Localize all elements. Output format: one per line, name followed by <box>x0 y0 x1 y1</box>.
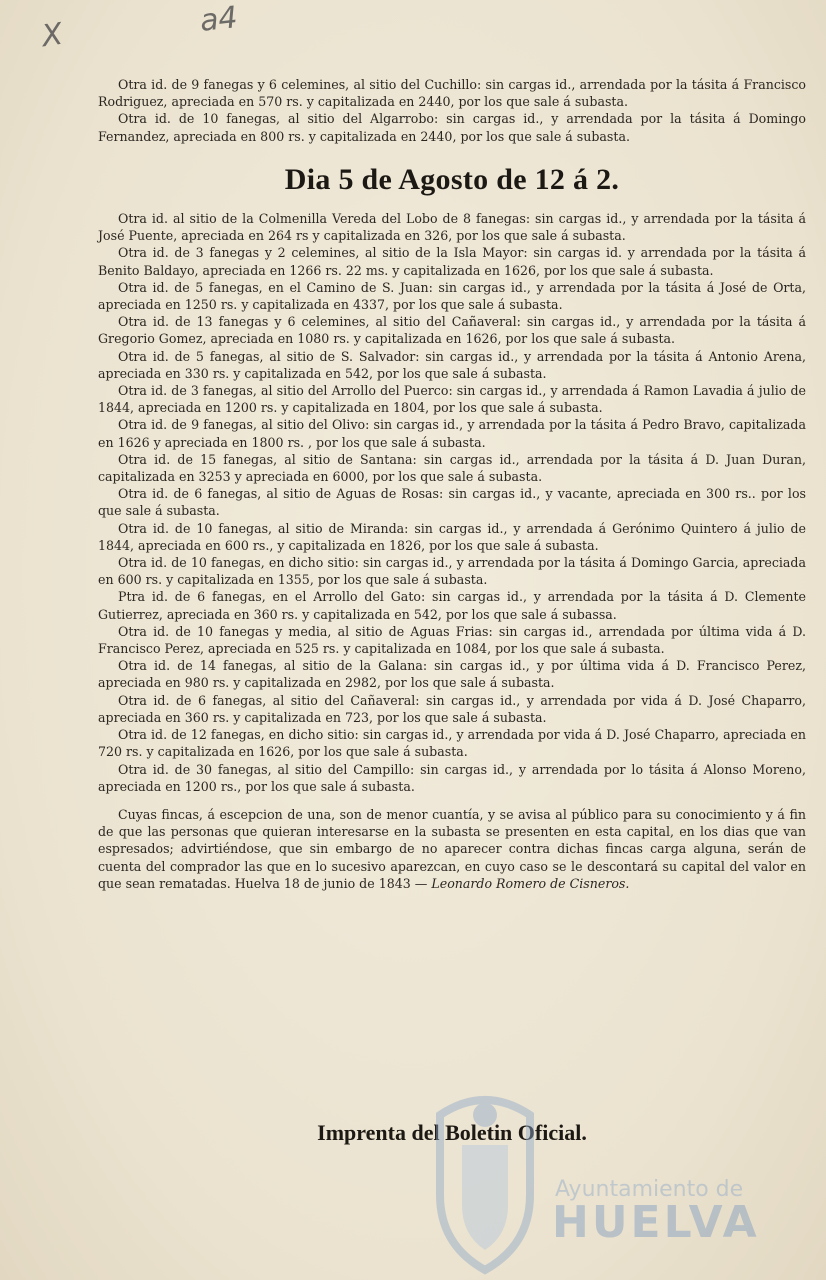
handwritten-mark-x: X <box>39 16 65 55</box>
list-item: Otra id. de 5 fanegas, en el Camino de S. Juan: sin cargas id., y arrendada por la tásita á José de Orta, apreciada en 1250 rs. y capitalizada en 4337, por los que sale á subasta. <box>98 279 806 313</box>
list-item: Otra id. de 14 fanegas, al sitio de la Galana: sin cargas id., y por última vida á D. Francisco Perez, apreciada en 980 rs. y capitalizada en 2982, por los que sale á subasta. <box>98 658 806 691</box>
list-item: Otra id. de 10 fanegas, al sitio de Miranda: sin cargas id., y arrendada á Gerónimo Quintero á julio de 1844, apreciada en 600 rs., y capitalizada en 1826, por los que sale á subasta. <box>98 520 806 553</box>
section-heading: Dia 5 de Agosto de 12 á 2. <box>284 163 620 196</box>
list-item: Otra id. de 10 fanegas y media, al sitio de Aguas Frias: sin cargas id., arrendada por última vida á D. Francisco Perez, apreciada en 525 rs. y capitalizada en 1084, por los que sale á subasta. <box>98 623 806 657</box>
list-item: Otra id. de 6 fanegas, al sitio del Cañaveral: sin cargas id., y arrendada por vida á D. José Chaparro, apreciada en 360 rs. y capitalizada en 723, por los que sale á subasta. <box>98 692 806 725</box>
list-item: Otra id. de 10 fanegas, en dicho sitio: sin cargas id., y arrendada por la tásita á Domingo Garcia, apreciada en 600 rs. y capitalizada en 1355, por los que sale á subasta. <box>98 555 806 588</box>
list-item: Otra id. de 3 fanegas y 2 celemines, al sitio de la Isla Mayor: sin cargas id. y arrendada por la tásita á Benito Baldayo, apreciada en 1266 rs. 22 ms. y capitalizada en 1626, por los que sale á subasta. <box>98 245 806 278</box>
watermark-line2: HUELVA <box>552 1197 760 1248</box>
watermark <box>420 1085 820 1275</box>
list-item: Ptra id. de 6 fanegas, en el Arrollo del Gato: sin cargas id., y arrendada por la tásita á D. Clemente Gutierrez, apreciada en 360 rs. y capitalizada en 542, por los que sale á subassa. <box>98 589 806 622</box>
paragraph: Otra id. de 10 fanegas, al sitio del Algarrobo: sin cargas id., y arrendada por la tásita á Domingo Fernandez, apreciada en 800 rs. y capitalizada en 2440, por los que sale á subasta. <box>98 111 806 144</box>
closing-paragraph <box>98 806 806 892</box>
top-paragraphs <box>98 76 806 145</box>
list-item: Otra id. de 9 fanegas, al sitio del Olivo: sin cargas id., y arrendada por la tásita á Pedro Bravo, capitalizada en 1626 y apreciada en 1800 rs. , por los que sale á subasta. <box>98 417 806 450</box>
closing-notice <box>98 806 806 892</box>
list-item: Otra id. de 5 fanegas, al sitio de S. Salvador: sin cargas id., y arrendada por la tásita á Antonio Arena, apreciada en 330 rs. y capitalizada en 542, por los que sale á subasta. <box>98 348 806 381</box>
paragraph: Otra id. de 9 fanegas y 6 celemines, al sitio del Cuchillo: sin cargas id., arrendada por la tásita á Francisco Rodriguez, apreciada en 570 rs. y capitalizada en 2440, por los que sale á subasta. <box>98 77 806 110</box>
list-item: Otra id. de 3 fanegas, al sitio del Arrollo del Puerco: sin cargas id., y arrendada á Ramon Lavadia á julio de 1844, apreciada en 1200 rs. y capitalizada en 1804, por los que sale á subasta. <box>98 383 806 416</box>
list-item: Otra id. de 6 fanegas, al sitio de Aguas de Rosas: sin cargas id., y vacante, apreciada en 300 rs.. por los que sale á subasta. <box>98 486 806 519</box>
list-item: Otra id. de 15 fanegas, al sitio de Santana: sin cargas id., arrendada por la tásita á D. Juan Duran, capitalizada en 3253 y apreciada en 6000, por los que sale á subasta. <box>98 451 806 485</box>
author-signature: Leonardo Romero de Cisneros. <box>431 875 630 891</box>
list-item: Otra id. de 30 fanegas, al sitio del Campillo: sin cargas id., y arrendada por lo tásita á Alonso Moreno, apreciada en 1200 rs., por los que sale á subasta. <box>98 761 806 794</box>
coat-of-arms-icon <box>420 1085 550 1275</box>
handwritten-mark-a4: a4 <box>198 0 240 39</box>
printer-footer: Imprenta del Boletin Oficial. <box>317 1120 587 1145</box>
list-item: Otra id. de 12 fanegas, en dicho sitio: sin cargas id., y arrendada por vida á D. José Chaparro, apreciada en 720 rs. y capitalizada en 1626, por los que sale á subasta. <box>98 727 806 760</box>
closing-text: Cuyas fincas, á escepcion de una, son de menor cuantía, y se avisa al público para su conocimiento y á fin de que las personas que quieran interesarse en la subasta se presenten en esta capital, en los dias que van espresados; advirtiéndose, que sin embargo de no aparecer contra dichas fincas carga alguna, serán de cuenta del comprador las que en lo sucesivo aparezcan, en cuyo caso se le descontará su capital del valor en que sean rematadas. Huelva 18 de junio de 1843 — <box>98 807 806 891</box>
watermark-line1: Ayuntamiento de <box>555 1177 744 1202</box>
property-list <box>98 210 806 795</box>
list-item: Otra id. al sitio de la Colmenilla Vereda del Lobo de 8 fanegas: sin cargas id., y arrendada por la tásita á José Puente, apreciada en 264 rs y capitalizada en 326, por los que sale á subasta. <box>98 211 806 244</box>
list-item: Otra id. de 13 fanegas y 6 celemines, al sitio del Cañaveral: sin cargas id., y arrendada por la tásita á Gregorio Gomez, apreciada en 1080 rs. y capitalizada en 1626, por los que sale á subasta. <box>98 314 806 347</box>
